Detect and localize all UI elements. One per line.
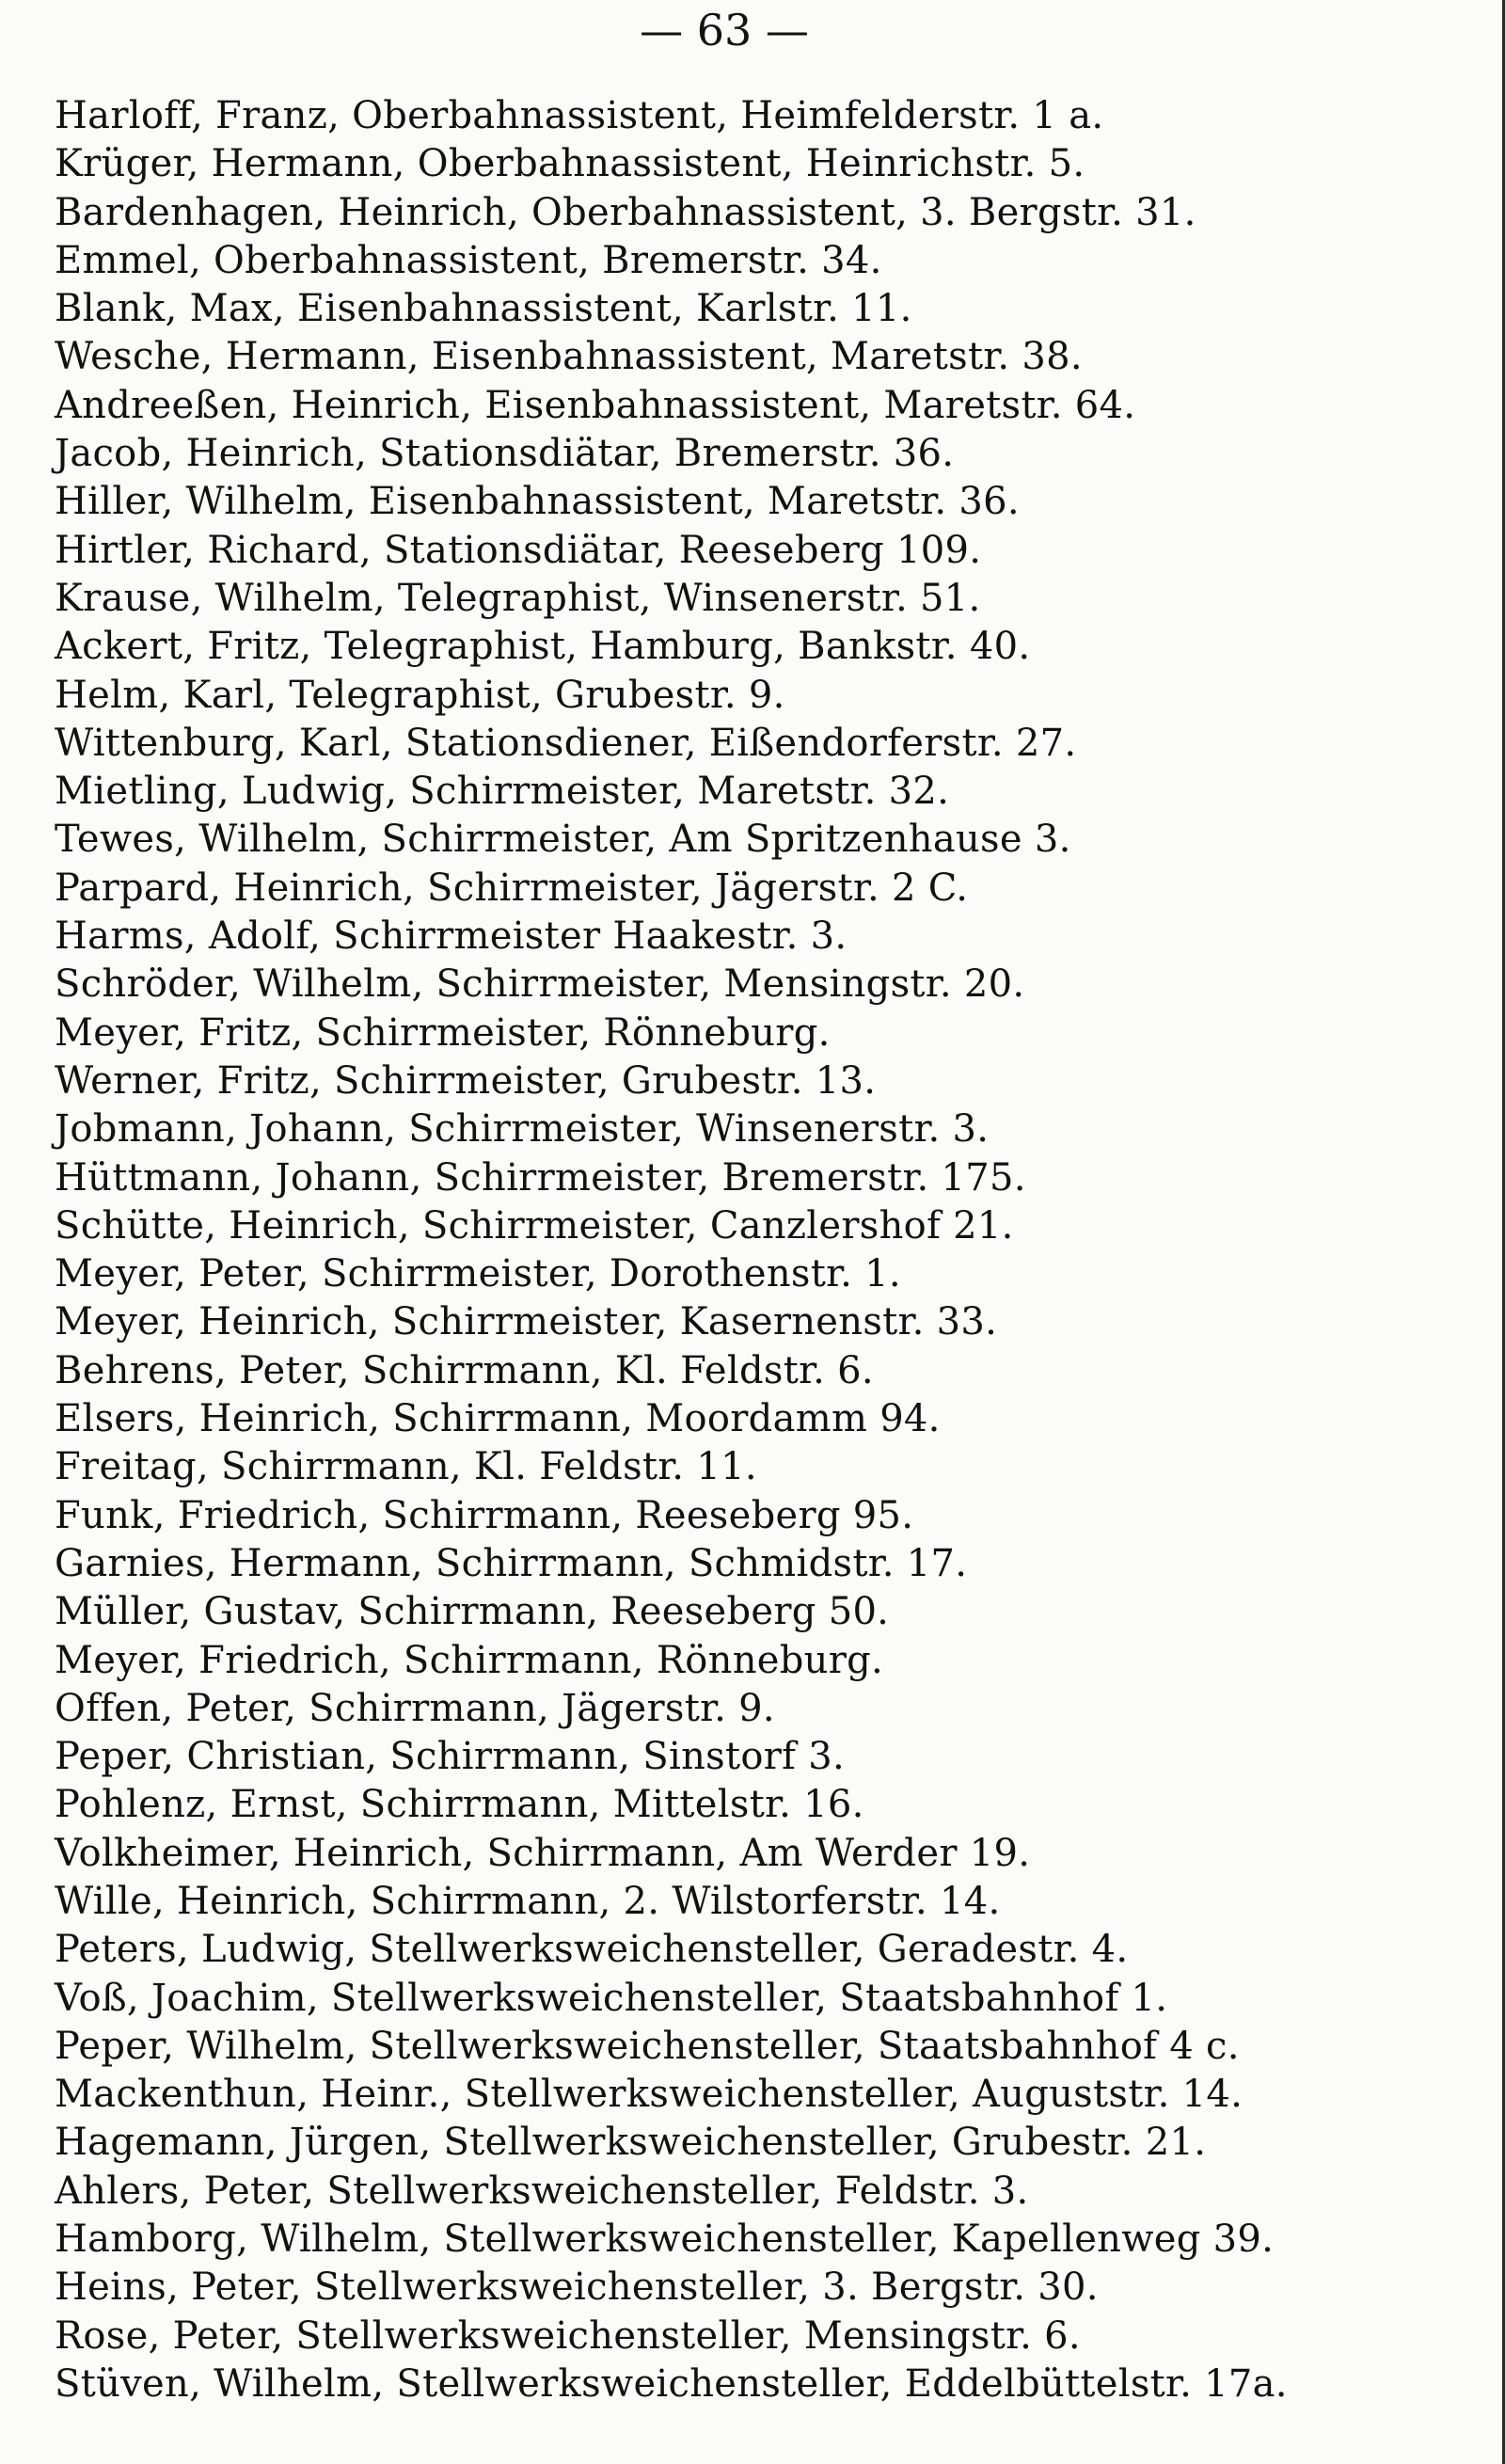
directory-entry: Hüttmann, Johann, Schirrmeister, Bremerstr. 175. [55, 1155, 1026, 1200]
directory-entry: Heins, Peter, Stellwerksweichensteller, 3. Bergstr. 30. [55, 2265, 1099, 2310]
directory-entry: Müller, Gustav, Schirrmann, Reeseberg 50. [55, 1590, 890, 1634]
directory-entry: Hamborg, Wilhelm, Stellwerksweichensteller, Kapellenweg 39. [55, 2218, 1275, 2262]
directory-entry: Meyer, Peter, Schirrmeister, Dorothenstr. 1. [55, 1252, 901, 1296]
directory-entry: Krüger, Hermann, Oberbahnassistent, Heinrichstr. 5. [55, 142, 1085, 186]
directory-entry: Emmel, Oberbahnassistent, Bremerstr. 34. [55, 238, 882, 282]
directory-entry: Voß, Joachim, Stellwerksweichensteller, Staatsbahnhof 1. [55, 1976, 1168, 2020]
directory-entry: Rose, Peter, Stellwerksweichensteller, Mensingstr. 6. [55, 2313, 1081, 2358]
directory-entry: Peters, Ludwig, Stellwerksweichensteller, Geradestr. 4. [55, 1928, 1129, 1972]
directory-entry: Ackert, Fritz, Telegraphist, Hamburg, Bankstr. 40. [55, 625, 1031, 669]
directory-list [55, 92, 1465, 2408]
directory-entry: Schütte, Heinrich, Schirrmeister, Canzlershof 21. [55, 1203, 1014, 1248]
directory-entry: Schröder, Wilhelm, Schirrmeister, Mensingstr. 20. [55, 962, 1025, 1007]
directory-entry: Wesche, Hermann, Eisenbahnassistent, Maretstr. 38. [55, 335, 1083, 379]
directory-entry: Peper, Christian, Schirrmann, Sinstorf 3. [55, 1735, 846, 1779]
directory-entry: Parpard, Heinrich, Schirrmeister, Jägerstr. 2 C. [55, 866, 969, 910]
directory-entry: Hiller, Wilhelm, Eisenbahnassistent, Maretstr. 36. [55, 480, 1020, 524]
directory-entry: Harms, Adolf, Schirrmeister Haakestr. 3. [55, 914, 848, 959]
directory-entry: Blank, Max, Eisenbahnassistent, Karlstr. 11. [55, 287, 912, 331]
directory-entry: Meyer, Heinrich, Schirrmeister, Kasernenstr. 33. [55, 1300, 998, 1344]
page-number: — 63 — [640, 5, 809, 56]
directory-entry: Meyer, Friedrich, Schirrmann, Rönneburg. [55, 1638, 884, 1682]
directory-entry: Wille, Heinrich, Schirrmann, 2. Wilstorferstr. 14. [55, 1879, 1001, 1923]
directory-entry: Mackenthun, Heinr., Stellwerksweichensteller, Auguststr. 14. [55, 2073, 1244, 2117]
directory-entry: Jobmann, Johann, Schirrmeister, Winsenerstr. 3. [55, 1107, 990, 1152]
directory-entry: Funk, Friedrich, Schirrmann, Reeseberg 95. [55, 1493, 914, 1537]
directory-entry: Meyer, Fritz, Schirrmeister, Rönneburg. [55, 1010, 831, 1055]
directory-entry: Harloff, Franz, Oberbahnassistent, Heimfelderstr. 1 a. [55, 94, 1104, 137]
directory-entry: Freitag, Schirrmann, Kl. Feldstr. 11. [55, 1445, 757, 1489]
directory-entry: Behrens, Peter, Schirrmann, Kl. Feldstr. 6. [55, 1348, 874, 1392]
directory-entry: Pohlenz, Ernst, Schirrmann, Mittelstr. 16. [55, 1783, 864, 1827]
directory-entry: Ahlers, Peter, Stellwerksweichensteller, Feldstr. 3. [55, 2169, 1029, 2213]
directory-entry: Hagemann, Jürgen, Stellwerksweichensteller, Grubestr. 21. [55, 2121, 1207, 2165]
directory-entry: Garnies, Hermann, Schirrmann, Schmidstr. 17. [55, 1541, 968, 1585]
directory-entry: Mietling, Ludwig, Schirrmeister, Maretstr. 32. [55, 770, 950, 814]
directory-entry: Hirtler, Richard, Stationsdiätar, Reeseberg 109. [55, 528, 982, 572]
directory-entry: Krause, Wilhelm, Telegraphist, Winsenerstr. 51. [55, 576, 981, 620]
directory-entry: Werner, Fritz, Schirrmeister, Grubestr. 13. [55, 1058, 877, 1103]
directory-entry: Andreeßen, Heinrich, Eisenbahnassistent, Maretstr. 64. [55, 383, 1136, 427]
directory-entry: Elsers, Heinrich, Schirrmann, Moordamm 94. [55, 1397, 941, 1441]
directory-entry: Wittenburg, Karl, Stationsdiener, Eißendorferstr. 27. [55, 721, 1077, 765]
directory-entry: Offen, Peter, Schirrmann, Jägerstr. 9. [55, 1686, 775, 1730]
directory-entry: Bardenhagen, Heinrich, Oberbahnassistent, 3. Bergstr. 31. [55, 190, 1196, 234]
directory-entry: Stüven, Wilhelm, Stellwerksweichensteller, Eddelbüttelstr. 17a. [55, 2361, 1288, 2406]
directory-entry: Peper, Wilhelm, Stellwerksweichensteller, Staatsbahnhof 4 c. [55, 2024, 1240, 2068]
directory-entry: Helm, Karl, Telegraphist, Grubestr. 9. [55, 673, 785, 717]
directory-entry: Jacob, Heinrich, Stationsdiätar, Bremerstr. 36. [55, 432, 955, 476]
directory-entry: Volkheimer, Heinrich, Schirrmann, Am Werder 19. [55, 1831, 1031, 1875]
directory-entry: Tewes, Wilhelm, Schirrmeister, Am Spritzenhause 3. [55, 818, 1071, 862]
